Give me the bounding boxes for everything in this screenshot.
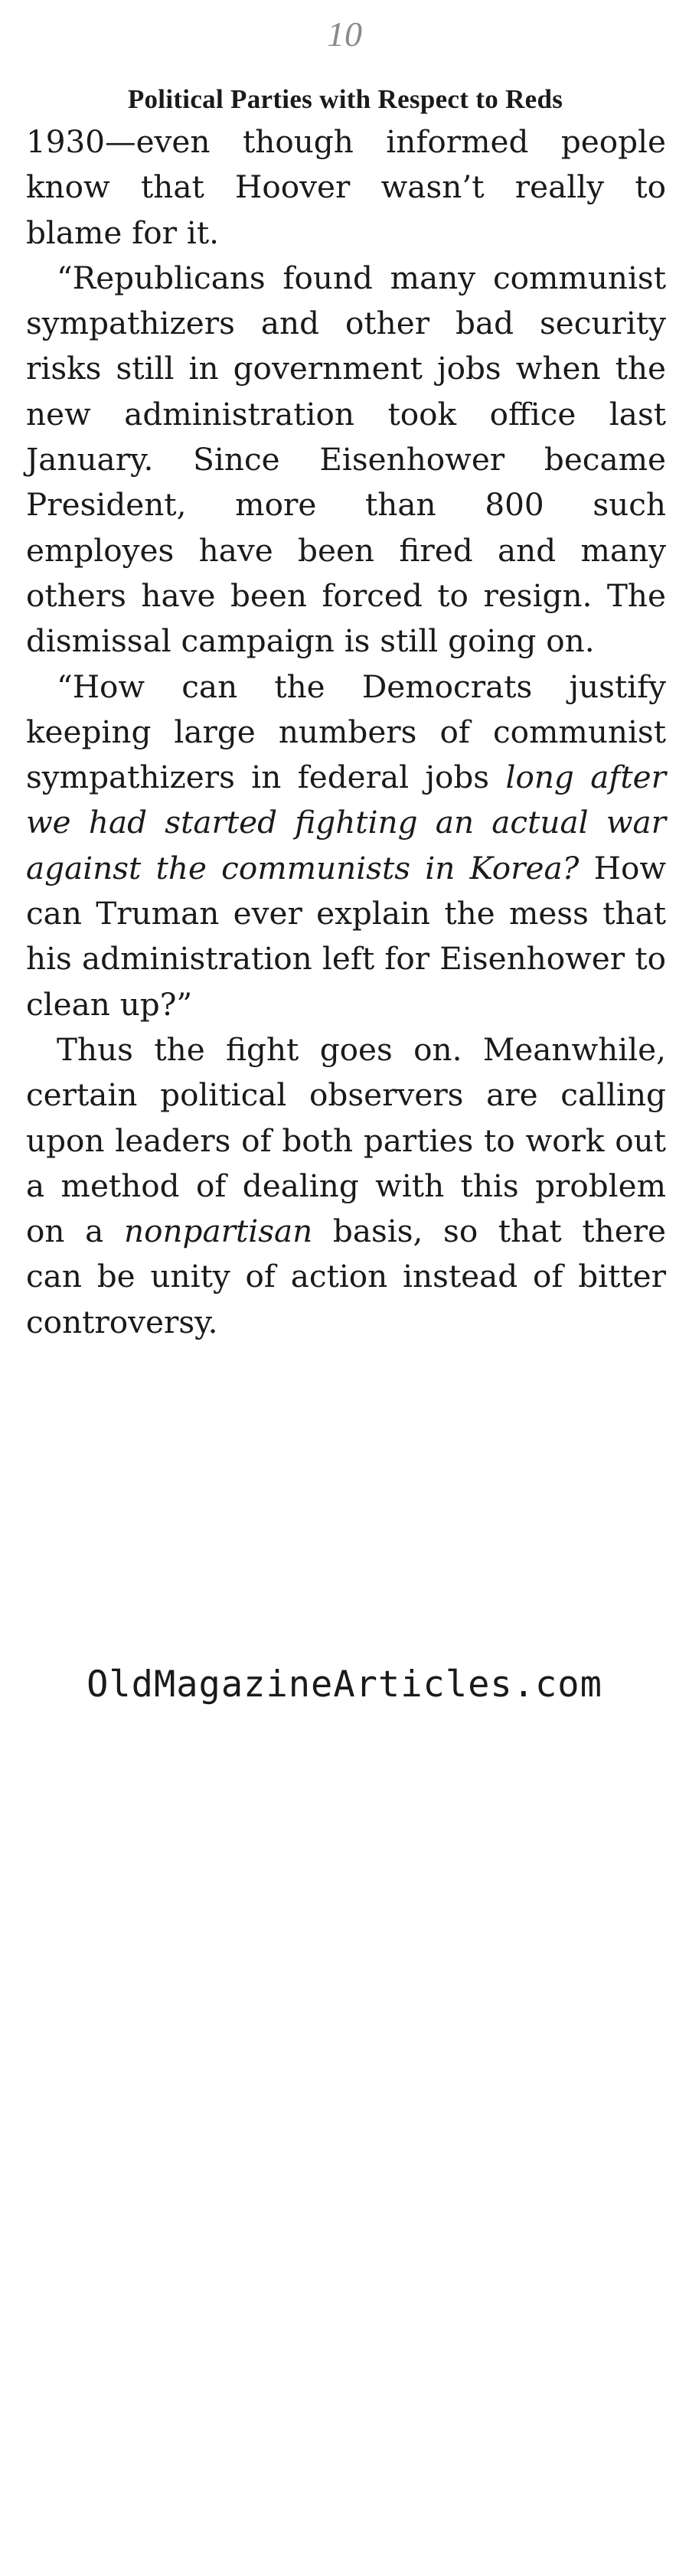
paragraph-2: “Republicans found many communist sympathizers and other bad security risks still in government jobs when the new administration took office last January. Since Eisenhower became President, more than 800 such employes have been fired and many others have been forced to resign. The dismissal campaign is still going on. [26, 259, 666, 660]
paragraph-3-text-end: How can Truman ever explain the mess that his administration left for Eisenhower to clean up?” [26, 849, 667, 1023]
paragraph-4 [26, 1027, 666, 1345]
paragraph-3 [26, 664, 666, 1027]
running-head: Political Parties with Respect to Reds [127, 84, 563, 114]
paragraph-4-text-start: Thus the fight goes on. Meanwhile, certain political observers are calling upon leaders of both parties to work out a method of dealing with this problem on a [26, 1030, 666, 1250]
article-body [26, 119, 666, 1345]
paragraph-1: 1930—even though informed people know that Hoover wasn’t really to blame for it. [26, 123, 666, 251]
paragraph-4-emphasis: nonpartisan [123, 1213, 313, 1250]
paragraph-3-text-start: “How can the Democrats justify keeping large numbers of communist sympathizers in federal jobs [26, 668, 666, 796]
page-number: 10 [327, 15, 362, 54]
paragraph-3-emphasis: long after we had started fighting an actual war against the communists in Korea? [26, 759, 666, 886]
footer-website: OldMagazineArticles.com [87, 1663, 602, 1706]
paragraph-4-text-end: basis, so that there can be unity of action instead of bitter controversy. [26, 1213, 666, 1340]
